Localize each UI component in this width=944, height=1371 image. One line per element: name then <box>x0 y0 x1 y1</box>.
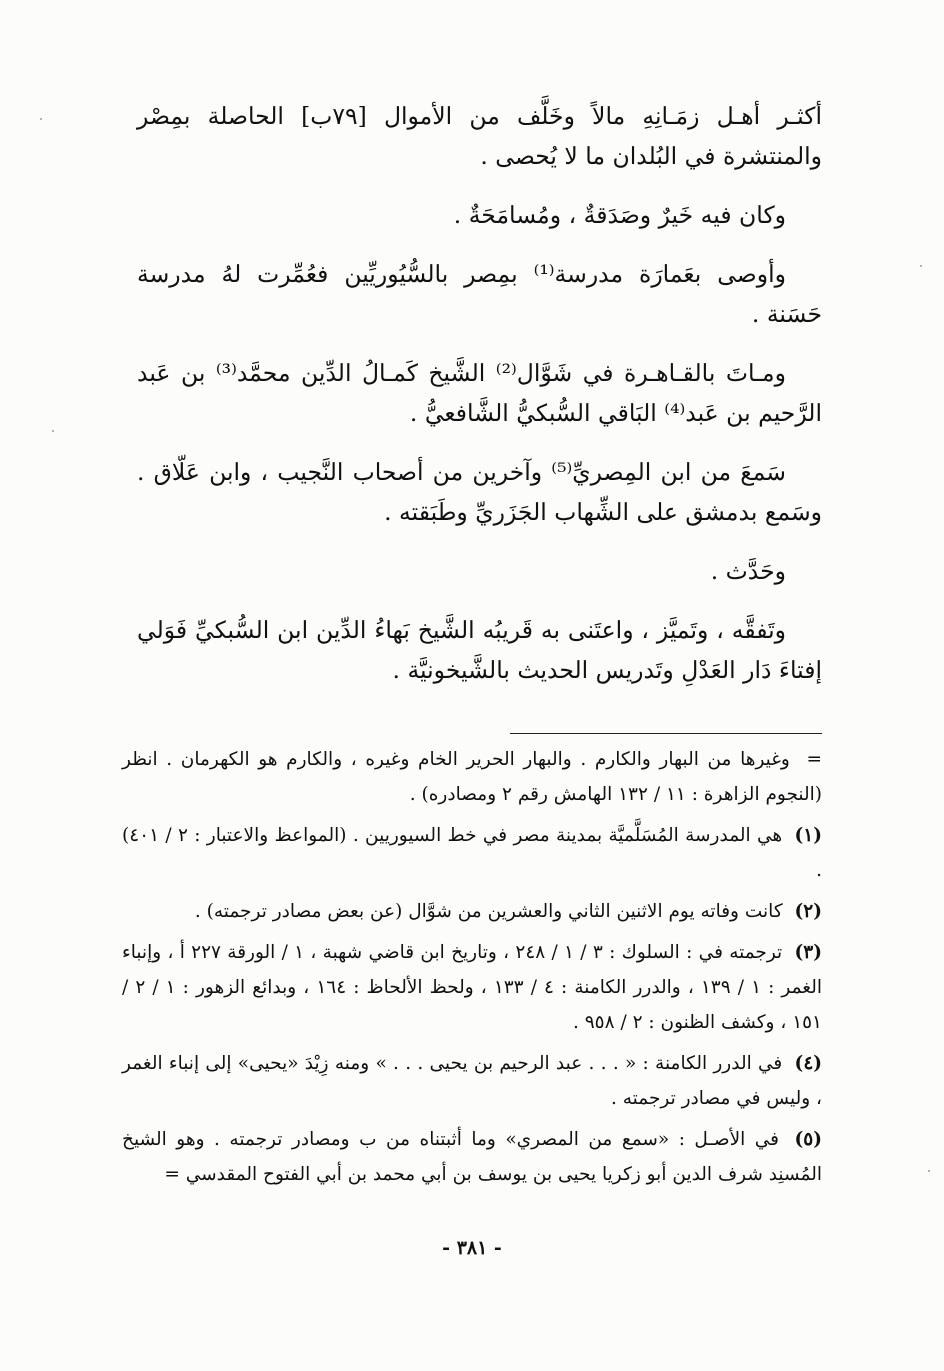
paragraph-4: ومـاتَ بالقـاهـرة في شَوَّال⁽²⁾ الشَّيخ كَمـالُ الدِّين محمَّد⁽³⁾ بن عَبد الرَّحيم بن عَبد⁽⁴⁾ البَاقي السُّبكيُّ الشَّافعيُّ . <box>137 359 822 427</box>
footnote-number: (٢) <box>794 901 822 922</box>
scan-speck <box>920 265 922 267</box>
continuation-mark: = <box>806 749 823 770</box>
footnote-number: (٥) <box>794 1129 822 1150</box>
footnote-2 <box>122 894 822 929</box>
footnote-divider <box>510 733 822 734</box>
footnote-text: في الأصـل : «سمع من المصري» وما أثبتناه من ب ومصادر ترجمته . وهو الشيخ المُسنِد شرف الدين أبو زكريا يحيى بن يوسف بن أبي محمد بن أبي الفتوح المقدسي = <box>122 1129 822 1185</box>
paragraph-5: سَمعَ من ابن المِصريِّ⁽⁵⁾ وآخرين من أصحاب النَّجيب ، وابن عَلّاق . وسَمع بدمشق على الشِّهاب الجَزَريِّ وطَبَقته . <box>137 458 822 526</box>
footnote-text: في الدرر الكامنة : « . . . عبد الرحيم بن يحيى . . . » ومنه زِيْدَ «يحيى» إلى إنباء الغمر ، وليس في مصادر ترجمته . <box>122 1053 822 1109</box>
scan-speck <box>40 118 42 120</box>
paragraph-7: وتَفقَّه ، وتَميَّز ، واعتَنى به قَريبُه الشَّيخ بَهاءُ الدِّين ابن السُّبكيِّ فَوَلي إفتاءَ دَار العَدْلِ وتَدريس الحديث بالشَّيخونيَّة . <box>137 616 822 684</box>
footnote-text: كانت وفاته يوم الاثنين الثاني والعشرين من شوَّال (عن بعض مصادر ترجمته) . <box>194 901 783 922</box>
paragraph-1: أكثـر أهـل زمَـانِهِ مالاً وخَلَّف من الأموال [٧٩ب] الحاصلة بمِصْر والمنتشرة في البُلدان ما لا يُحصى . <box>137 102 822 170</box>
footnote-4 <box>122 1046 822 1116</box>
footnote-3 <box>122 935 822 1040</box>
footnote-continuation <box>122 742 822 812</box>
main-text <box>137 96 822 709</box>
footnote-1 <box>122 818 822 888</box>
footnote-number: (٣) <box>794 942 822 963</box>
footnote-5 <box>122 1122 822 1192</box>
paragraph-6: وحَدَّث . <box>710 557 786 585</box>
footnote-continuation-text: وغيرها من البهار والكارم . والبهار الحرير الخام وغيره ، والكارم هو الكهرمان . انظر (النجوم الزاهرة : ١١ / ١٣٢ الهامش رقم ٢ ومصادره) . <box>122 749 822 805</box>
scan-speck <box>52 430 54 432</box>
footnote-text: هي المدرسة المُسَلَّميَّة بمدينة مصر في خط السيوريين . (المواعظ والاعتبار : ٢ / ٤٠١) . <box>122 825 822 881</box>
paragraph-2: وكان فيه خَيرٌ وصَدَقةٌ ، ومُسامَحَةٌ . <box>453 201 786 229</box>
page-number: - ٣٨١ - <box>442 1237 502 1259</box>
footnote-text: ترجمته في : السلوك : ٣ / ١ / ٢٤٨ ، وتاريخ ابن قاضي شهبة ، ١ / الورقة ٢٢٧ أ ، وإنباء الغمر : ١ / ١٣٩ ، والدرر الكامنة : ٤ / ١٣٣ ، ولحظ الألحاظ : ١٦٤ ، وبدائع الزهور : ١ / ٢ / ١٥١ ، وكشف الظنون : ٢ / ٩٥٨ . <box>122 942 822 1033</box>
footnote-number: (٤) <box>794 1053 823 1074</box>
scan-speck <box>928 1170 930 1172</box>
paragraph-3: وأوصى بعَمارَة مدرسة⁽¹⁾ بمِصر بالسُّيُوريِّين فعُمِّرت لهُ مدرسة حَسَنة . <box>137 260 822 328</box>
footnote-number: (١) <box>794 825 822 846</box>
footnotes <box>122 742 822 1198</box>
